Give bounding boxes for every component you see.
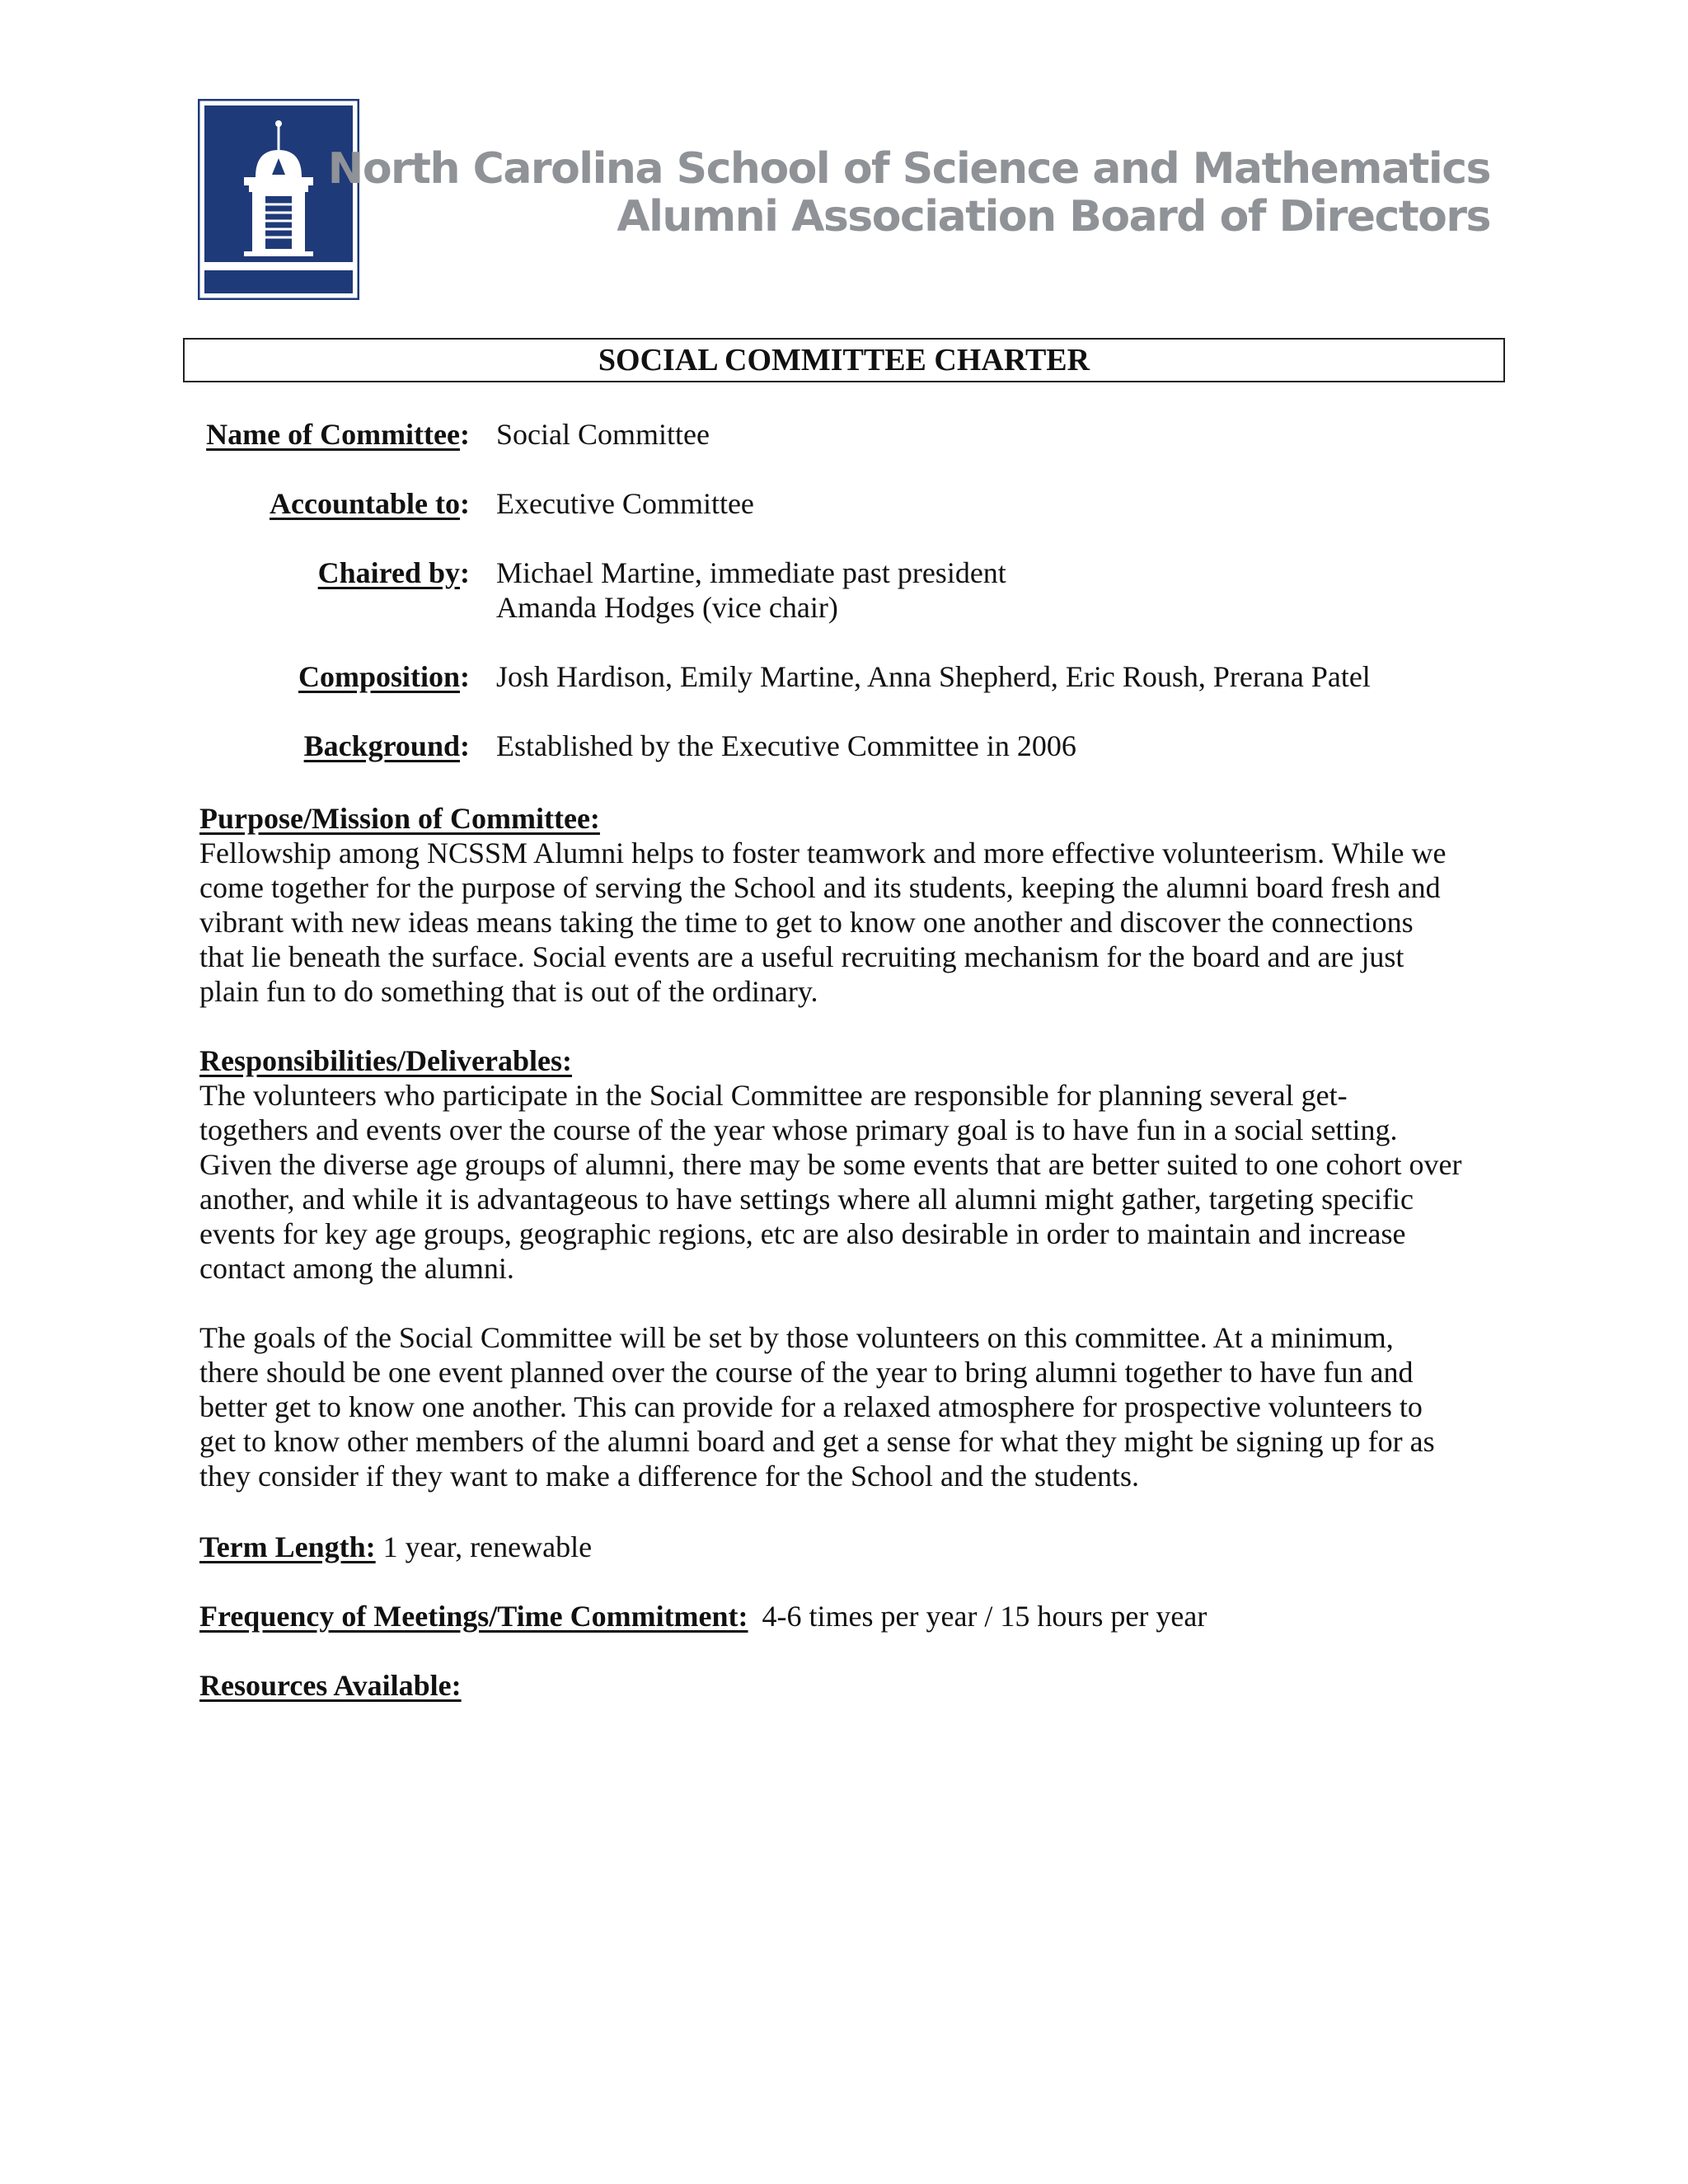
- term-length-value: 1 year, renewable: [382, 1530, 593, 1563]
- responsibilities-heading: Responsibilities/Deliverables:: [199, 1044, 572, 1077]
- resources-row: [199, 1668, 462, 1703]
- field-label: Accountable to:: [270, 487, 470, 520]
- term-length-row: [199, 1530, 592, 1564]
- field-label: Background:: [303, 729, 470, 762]
- purpose-section: [199, 801, 1502, 1009]
- responsibilities-line: another, and while it is advantageous to have settings where all alumni might gather, targeting specific: [199, 1183, 1414, 1216]
- goals-line: The goals of the Social Committee will be set by those volunteers on this committee. At a minimum,: [199, 1321, 1394, 1354]
- field-label: Composition:: [298, 660, 470, 693]
- field-label: Chaired by:: [317, 556, 470, 589]
- field-value: Established by the Executive Committee in 2006: [496, 729, 1076, 762]
- purpose-line: come together for the purpose of serving the School and its students, keeping the alumni board fresh and: [199, 871, 1441, 904]
- org-title-line-1: North Carolina School of Science and Mathematics: [327, 144, 1490, 194]
- chair-line-1: Michael Martine, immediate past president: [496, 556, 1006, 589]
- responsibilities-section: [199, 1043, 1502, 1286]
- org-title-line-2: Alumni Association Board of Directors: [617, 192, 1490, 241]
- field-value: [496, 555, 1006, 625]
- frequency-value: 4-6 times per year / 15 hours per year: [762, 1600, 1207, 1633]
- goals-line: they consider if they want to make a difference for the School and the students.: [199, 1460, 1139, 1493]
- goals-line: there should be one event planned over the course of the year to bring alumni together to have fun and: [199, 1356, 1414, 1389]
- purpose-heading: Purpose/Mission of Committee:: [199, 802, 600, 835]
- purpose-line: that lie beneath the surface. Social events are a useful recruiting mechanism for the board and are just: [199, 940, 1404, 973]
- responsibilities-line: contact among the alumni.: [199, 1252, 514, 1285]
- purpose-line: vibrant with new ideas means taking the time to get to know one another and discover the connections: [199, 906, 1414, 939]
- responsibilities-line: The volunteers who participate in the Social Committee are responsible for planning several get-: [199, 1079, 1348, 1112]
- term-length-heading: Term Length:: [199, 1530, 376, 1563]
- responsibilities-line: togethers and events over the course of the year whose primary goal is to have fun in a social setting.: [199, 1113, 1398, 1146]
- frequency-row: [199, 1599, 1207, 1633]
- responsibilities-line: events for key age groups, geographic regions, etc are also desirable in order to maintain and increase: [199, 1217, 1406, 1250]
- frequency-heading: Frequency of Meetings/Time Commitment:: [199, 1600, 748, 1633]
- chair-line-2: Amanda Hodges (vice chair): [496, 591, 838, 624]
- field-value: Executive Committee: [496, 487, 754, 520]
- responsibilities-line: Given the diverse age groups of alumni, there may be some events that are better suited to one cohort over: [199, 1148, 1462, 1181]
- resources-heading: Resources Available:: [199, 1669, 462, 1702]
- goals-paragraph: [199, 1320, 1502, 1493]
- organization-title: [328, 145, 1490, 241]
- purpose-line: plain fun to do something that is out of the ordinary.: [199, 975, 818, 1008]
- field-value: Josh Hardison, Emily Martine, Anna Shepherd, Eric Roush, Prerana Patel: [496, 660, 1371, 693]
- purpose-line: Fellowship among NCSSM Alumni helps to foster teamwork and more effective volunteerism. While we: [199, 837, 1447, 869]
- goals-line: better get to know one another. This can provide for a relaxed atmosphere for prospective volunteers to: [199, 1390, 1423, 1423]
- field-value: Social Committee: [496, 418, 710, 451]
- goals-line: get to know other members of the alumni board and get a sense for what they might be signing up for as: [199, 1425, 1435, 1458]
- field-label: Name of Committee:: [206, 418, 470, 451]
- charter-title: SOCIAL COMMITTEE CHARTER: [183, 338, 1505, 382]
